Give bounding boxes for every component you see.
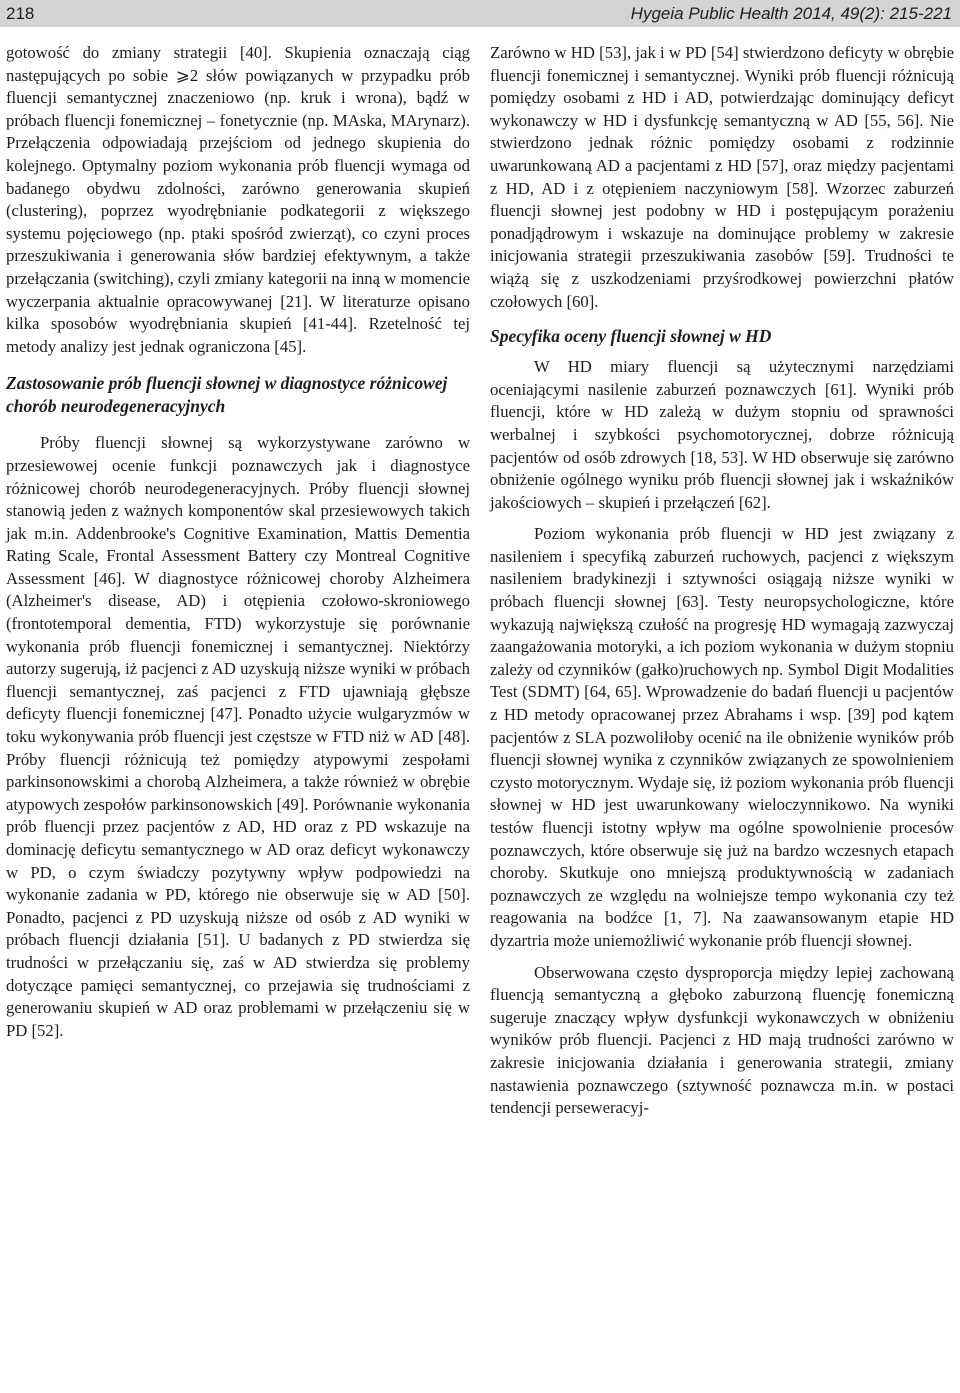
journal-citation: Hygeia Public Health 2014, 49(2): 215-221 [630,4,952,23]
right-paragraph-3: Poziom wykonania prób fluencji w HD jest związany z nasileniem i specyfiką zaburzeń ruchowych, pacjenci z większym nasileniem bradykinezji i sztywności osiągają niższe wyniki w próbach fluencji słownej [63]. Testy neuropsychologiczne, które wykazują największą czułość na progresję HD wymagają zazwyczaj zaangażowania motoryki, a ich poziom wykonania w dużym stopniu zależy od czynników (gałko)ruchowych np. Symbol Digit Modalities Test (SDMT) [64, 65]. Wprowadzenie do badań fluencji u pacjentów z HD metody opracowanej przez Abrahams i wsp. [39] pod kątem pacjentów z SLA pozwoliłoby ocenić na ile obniżenie wyników prób fluencji słownej wynika z czynników związanych ze spowolnieniem czysto motorycznym. Wydaje się, iż poziom wykonania prób fluencji słownej w HD jest uwarunkowany wieloczynnikowo. Na wyniki testów fluencji istotny wpływ ma ogólne spowolnienie procesów poznawczych, które obserwuje się już na bardzo wczesnych etapach choroby. Skutkuje ono mniejszą produktywnością w zadaniach poznawczych ze względu na wolniejsze tempo wykonania czy też reagowania na bodźce [1, 7]. Na zaawansowanym etapie HD dyzartria może uniemożliwić wykonanie prób fluencji słownej. [490,524,954,950]
left-column [6,42,470,1042]
section-heading-differential-diagnosis: Zastosowanie prób fluencji słownej w diagnostyce różnicowej chorób neurodegeneracyjnych [6,373,448,417]
right-paragraph-4: Obserwowana często dysproporcja między lepiej zachowaną fluencją semantyczną a głęboko zaburzoną fluencję fonemiczną sugeruje znaczący wpływ dysfunkcji wykonawczych w obniżeniu wyników prób fluencji. Pacjenci z HD mają trudności zarówno w zakresie inicjowania działania i generowania strategii, zmiany nastawienia poznawczego (sztywność poznawcza m.in. w postaci tendencji perseweracyj- [490,962,954,1118]
page-header [0,0,960,27]
right-paragraph-2: W HD miary fluencji są użytecznymi narzędziami oceniającymi nasilenie zaburzeń poznawczych [61]. Wyniki prób fluencji, które w HD zależą w dużym stopniu od sprawności werbalnej i szybkości psychomotorycznej, dobrze różnicują pacjentów od osób zdrowych [18, 53]. W HD obserwuje się zarówno obniżenie ogólnego wyniku prób fluencji słownej jak i wskaźników jakościowych – skupień i przełączeń [62]. [490,357,954,512]
left-paragraph-1: gotowość do zmiany strategii [40]. Skupienia oznaczają ciąg następujących po sobie ⩾2 słów powiązanych w przypadku prób fluencji semantycznej znaczeniowo (np. kruk i wrona), bądź w próbach fluencji fonemicznej – fonetycznie (np. MAska, MArynarz). Przełączenia odpowiadają przejściom od jednego skupienia do kolejnego. Optymalny poziom wykonania prób fluencji wymaga od badanego obydwu zdolności, zarówno generowania skupień (clustering), poprzez wyodrębnianie podkategorii z większego systemu pojęciowego (np. ptaki spośród zwierząt), co czyni proces przeszukiwania i generowania słów bardziej efektywnym, a także przełączania (switching), czyli zmiany kategorii na inną w momencie wyczerpania aktualnie opracowywanej [21]. W literaturze opisano kilka sposobów wyodrębniania skupień [41-44]. Rzetelność tej metody analizy jest jednak ograniczona [45]. [6,43,470,356]
page-number: 218 [6,4,35,23]
right-paragraph-1: Zarówno w HD [53], jak i w PD [54] stwierdzono deficyty w obrębie fluencji fonemicznej i semantycznej. Wyniki prób fluencji różnicują pomiędzy osobami z HD i AD, potwierdzając dominujący deficyt wykonawczy w HD i dysfunkcję semantyczną w AD [55, 56]. Nie stwierdzono jednak różnic pomiędzy osobami z rodzinnie uwarunkowaną AD a pacjentami z HD [57], oraz między pacjentami z HD, AD i z otępieniem naczyniowym [58]. Wzorzec zaburzeń fluencji słownej jest podobny w HD i postępującym porażeniu ponadjądrowym i wskazuje na dominujące problemy w zakresie inicjowania strategii przeszukiwania zasobów [59]. Trudności te wiążą się z uszkodzeniami przyśrodkowej powierzchni płatów czołowych [60]. [490,43,954,311]
section-heading-hd-specifics: Specyfika oceny fluencji słownej w HD [490,326,772,347]
right-column [490,42,954,1120]
left-paragraph-2: Próby fluencji słownej są wykorzystywane zarówno w przesiewowej ocenie funkcji poznawczych jak i diagnostyce różnicowej chorób neurodegeneracyjnych. Próby fluencji słownej stanowią jeden z ważnych komponentów skal przesiewowych takich jak m.in. Addenbrooke's Cognitive Examination, Mattis Dementia Rating Scale, Frontal Assessment Battery czy Montreal Cognitive Assessment [46]. W diagnostyce różnicowej choroby Alzheimera (Alzheimer's disease, AD) i otępienia czołowo-skroniowego (frontotemporal dementia, FTD) wykorzystuje się porównanie wykonania prób fluencji fonemicznej i semantycznej. Niektórzy autorzy sugerują, iż pacjenci z AD uzyskują niższe wyniki w próbach fluencji semantycznej, zaś pacjenci z FTD ujawniają głębsze deficyty fluencji fonemicznej [47]. Ponadto użycie wulgaryzmów w toku wykonywania prób fluencji jest częstsze w FTD niż w AD [48]. Próby fluencji różnicują też pomiędzy atypowymi zespołami parkinsonowskimi a chorobą Alzheimera, a także również w obrębie atypowych zespołów parkinsonowskich [49]. Porównanie wykonania prób fluencji przez pacjentów z AD, HD oraz z PD wskazuje na dominację deficytu semantycznego w AD oraz deficyt wykonawczy w PD, o czym świadczy pozytywny wpływ podpowiedzi na wykonanie zadania w PD, którego nie obserwuje się w AD [50]. Ponadto, pacjenci z PD uzyskują niższe od osób z AD wyniki w próbach fluencji działania [51]. U badanych z PD stwierdza się trudności w przełączaniu się, zaś w AD stwierdza się problemy dotyczące pamięci semantycznej, co przejawia się trudnościami z generowaniu skupień w AD oraz problemami w przełączeniu się w PD [52]. [6,433,470,1040]
